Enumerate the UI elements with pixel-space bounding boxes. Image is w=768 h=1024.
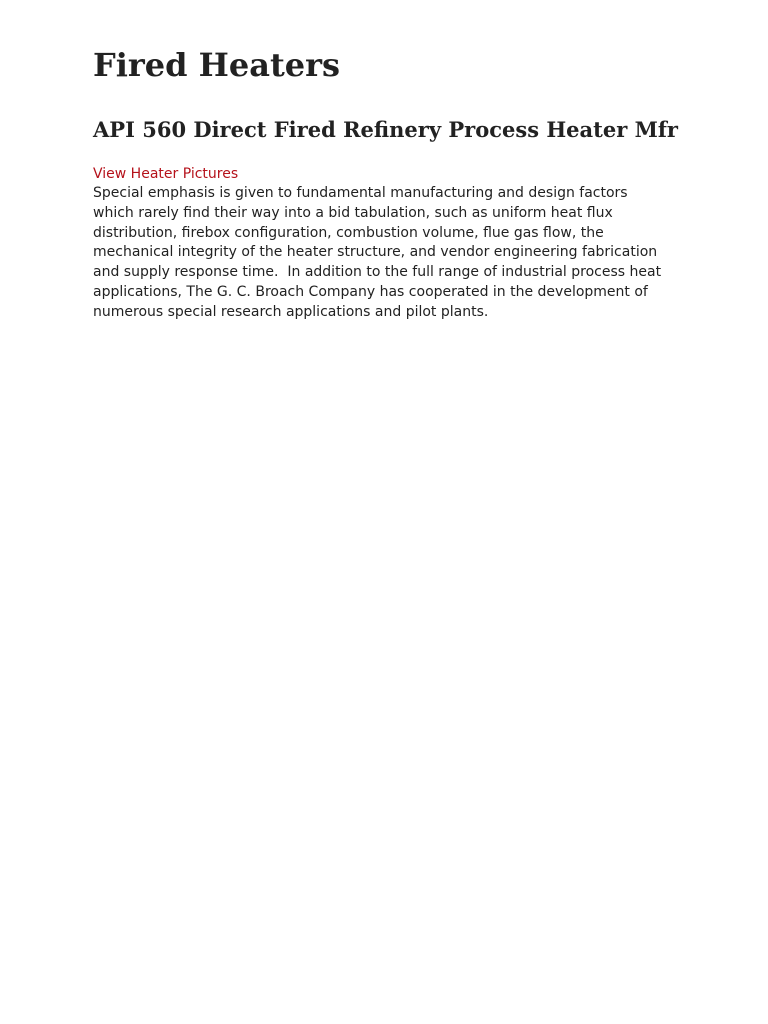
page-title: Fired Heaters: [93, 46, 340, 84]
body-line: which rarely find their way into a bid tabulation, such as uniform heat flux: [93, 204, 613, 221]
body-line: and supply response time. In addition to the full range of industrial process heat: [93, 264, 662, 281]
body-line: distribution, firebox configuration, combustion volume, flue gas flow, the: [93, 224, 604, 241]
body-line: mechanical integrity of the heater structure, and vendor engineering fabrication: [93, 244, 658, 261]
body-line: numerous special research applications and pilot plants.: [93, 303, 489, 320]
view-heater-pictures-link[interactable]: View Heater Pictures: [93, 166, 239, 182]
page-subtitle: API 560 Direct Fired Refinery Process Heater Mfr: [93, 117, 678, 142]
body-line: applications, The G. C. Broach Company has cooperated in the development of: [93, 283, 648, 300]
body-line: Special emphasis is given to fundamental manufacturing and design factors: [93, 185, 628, 201]
body-paragraph: [93, 184, 683, 323]
